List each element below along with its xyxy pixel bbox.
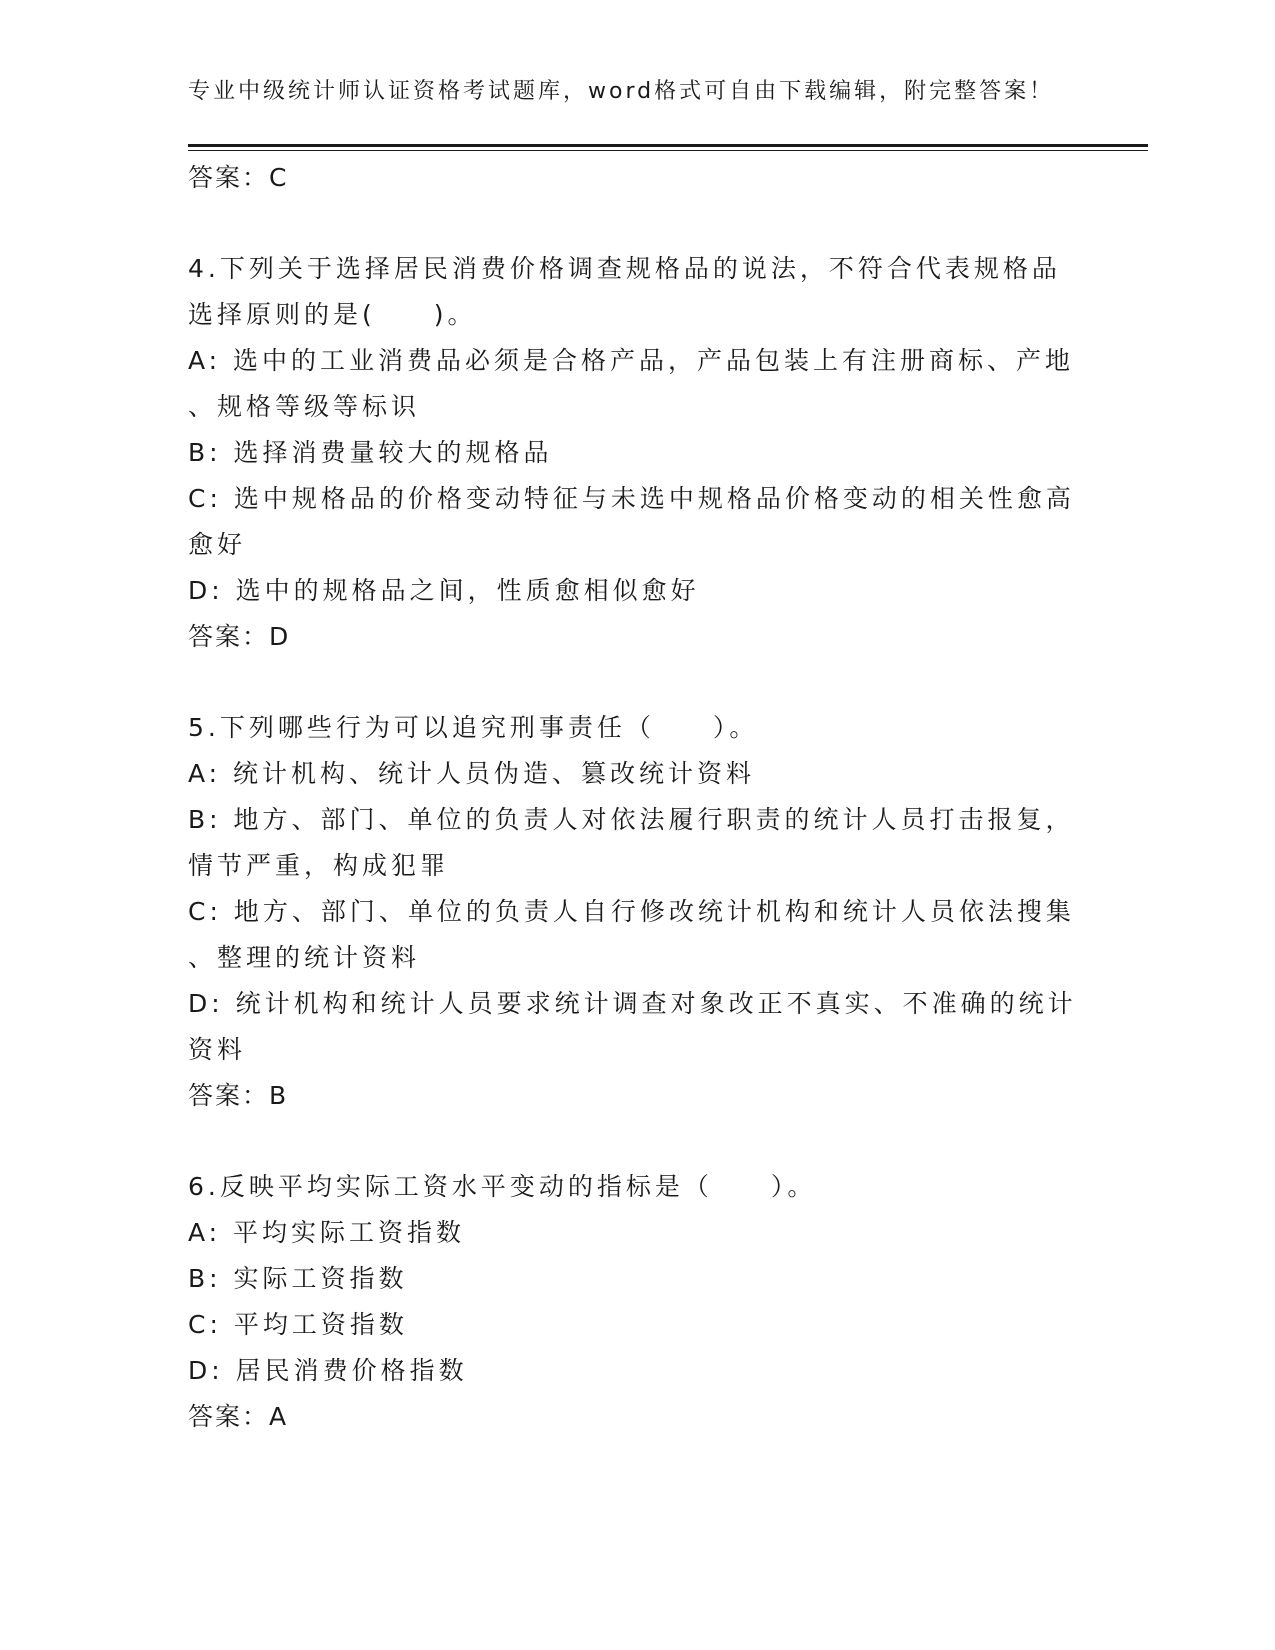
- option-d: D: 选中的规格品之间，性质愈相似愈好: [188, 576, 700, 605]
- spacer: [188, 660, 1068, 705]
- option-b-continued: 情节严重，构成犯罪: [188, 851, 450, 880]
- question-text-line: 6.反映平均实际工资水平变动的指标是（ ）。: [188, 1172, 817, 1201]
- option-c-continued: 愈好: [188, 530, 247, 559]
- question-text-line: 5.下列哪些行为可以追究刑事责任（ ）。: [188, 713, 759, 742]
- option-c: C: 地方、部门、单位的负责人自行修改统计机构和统计人员依法搜集: [188, 897, 1075, 926]
- spacer: [188, 201, 1068, 246]
- question-content: [188, 155, 1077, 1440]
- question-block: [188, 246, 1075, 660]
- answer-label: 答案：D: [188, 622, 291, 651]
- option-c: C: 平均工资指数: [188, 1310, 408, 1339]
- header-rule-thick: [188, 144, 1148, 147]
- option-b: B: 实际工资指数: [188, 1264, 408, 1293]
- header-rule-thin: [188, 150, 1148, 151]
- option-c-continued: 、整理的统计资料: [188, 943, 421, 972]
- option-d: D: 居民消费价格指数: [188, 1356, 468, 1385]
- answer-label: 答案：A: [188, 1402, 289, 1431]
- option-d-continued: 资料: [188, 1035, 247, 1064]
- question-block: [188, 705, 1077, 1119]
- question-text-line: 4.下列关于选择居民消费价格调查规格品的说法，不符合代表规格品: [188, 254, 1061, 283]
- previous-answer: 答案：C: [188, 163, 289, 192]
- option-c: C: 选中规格品的价格变动特征与未选中规格品价格变动的相关性愈高: [188, 484, 1075, 513]
- option-b: B: 选择消费量较大的规格品: [188, 438, 553, 467]
- option-a: A: 平均实际工资指数: [188, 1218, 466, 1247]
- answer-label: 答案：B: [188, 1081, 289, 1110]
- spacer: [188, 1119, 1068, 1164]
- option-a: A: 选中的工业消费品必须是合格产品，产品包装上有注册商标、产地: [188, 346, 1075, 375]
- question-text-line: 选择原则的是( )。: [188, 300, 477, 329]
- option-a: A: 统计机构、统计人员伪造、篡改统计资料: [188, 759, 756, 788]
- page-header: 专业中级统计师认证资格考试题库，word格式可自由下载编辑，附完整答案！: [188, 79, 1055, 104]
- question-block: [188, 1164, 1068, 1440]
- option-a-continued: 、规格等级等标识: [188, 392, 421, 421]
- option-b: B: 地方、部门、单位的负责人对依法履行职责的统计人员打击报复，: [188, 805, 1075, 834]
- option-d: D: 统计机构和统计人员要求统计调查对象改正不真实、不准确的统计: [188, 989, 1077, 1018]
